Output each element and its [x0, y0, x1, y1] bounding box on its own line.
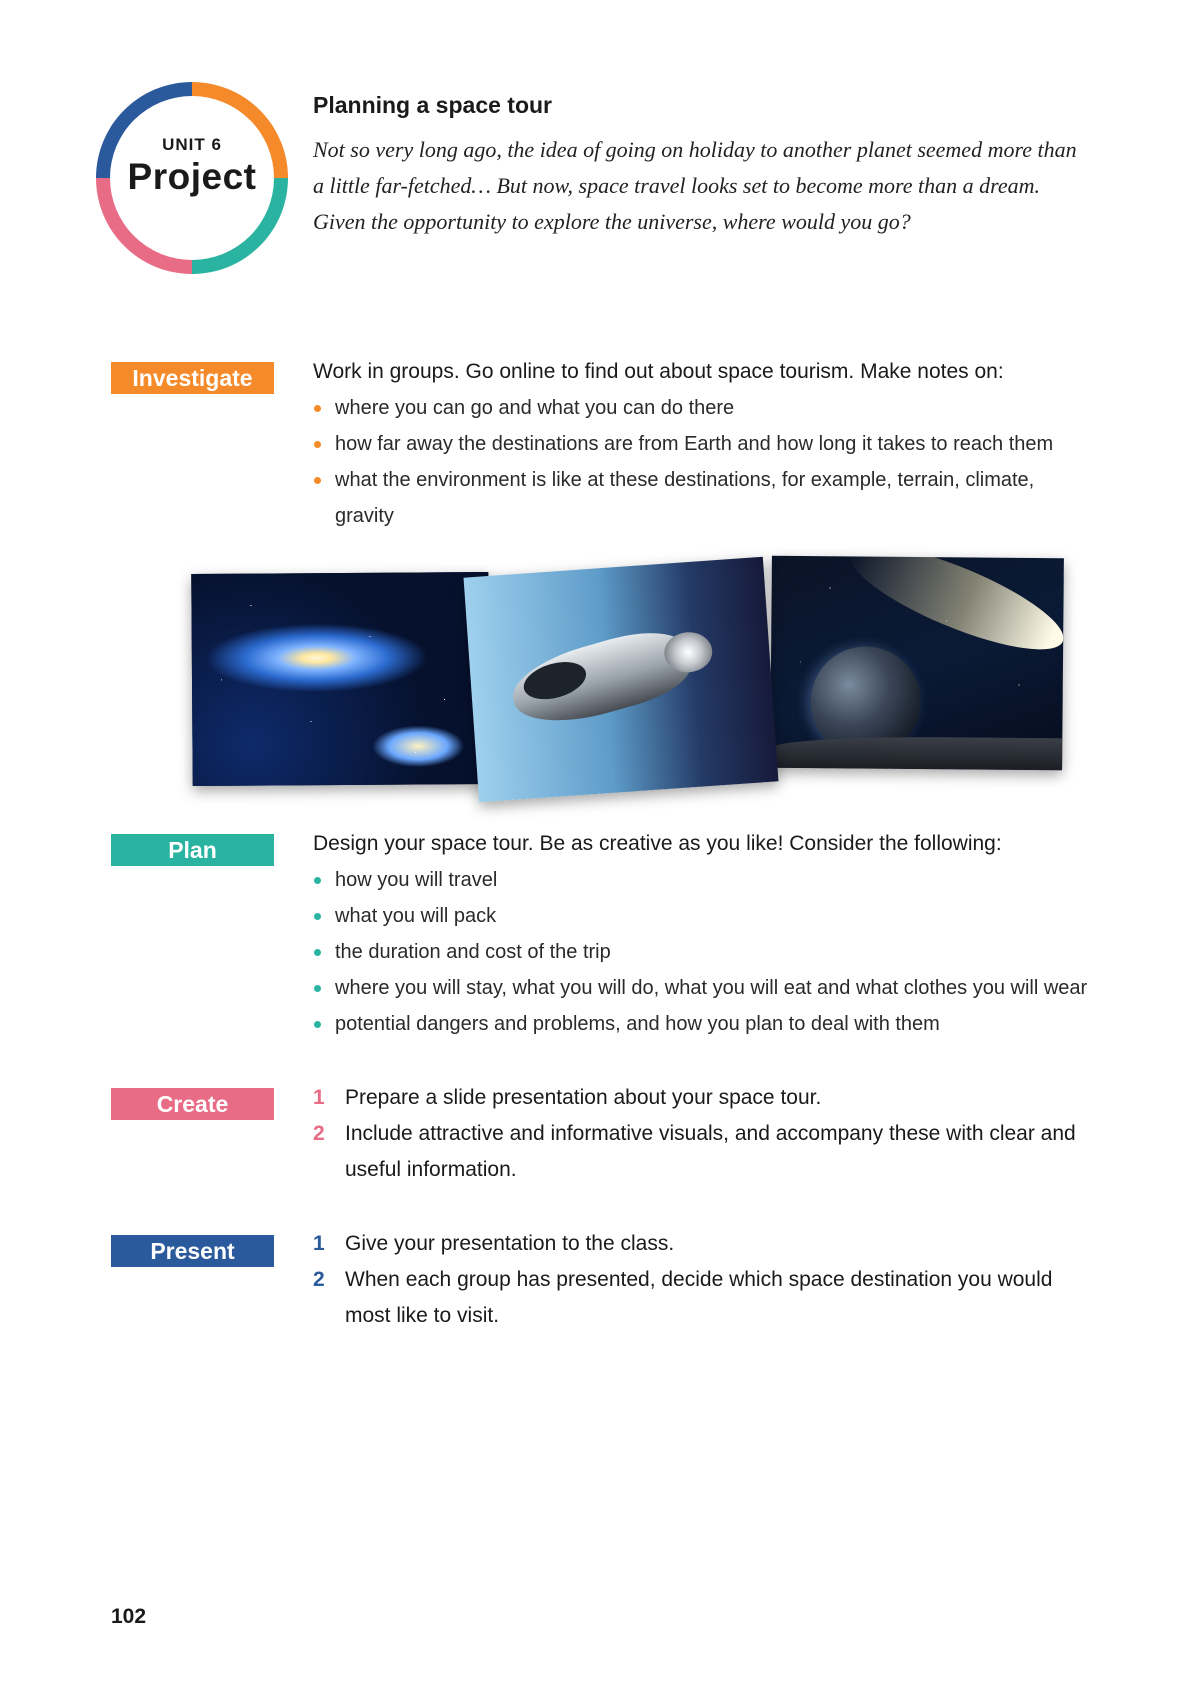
- bullet-icon: [314, 477, 321, 484]
- list-item: [313, 462, 1075, 534]
- step-item: [313, 1116, 1105, 1188]
- list-item-text: potential dangers and problems, and how you plan to deal with them: [335, 1013, 940, 1035]
- bullet-icon: [314, 949, 321, 956]
- step-text: Include attractive and informative visuals, and accompany these with clear and useful information.: [345, 1122, 1076, 1181]
- list-item-text: where you can go and what you can do there: [335, 397, 735, 419]
- bullet-icon: [314, 877, 321, 884]
- list-item: [313, 970, 1113, 1006]
- list-item-text: how you will travel: [335, 869, 498, 891]
- step-item: [313, 1262, 1085, 1334]
- galaxy-photo: [191, 572, 489, 786]
- stars: [191, 572, 489, 786]
- bullet-icon: [314, 985, 321, 992]
- list-item-text: how far away the destinations are from Earth and how long it takes to reach them: [335, 433, 1054, 455]
- bullet-icon: [314, 913, 321, 920]
- list-item-text: the duration and cost of the trip: [335, 941, 611, 963]
- list-item-text: where you will stay, what you will do, what you will eat and what clothes you will wear: [335, 977, 1088, 999]
- badge-title: Project: [127, 156, 257, 197]
- list-item: [313, 426, 1113, 462]
- intro-text: Not so very long ago, the idea of going on holiday to another planet seemed more than a little far-fetched… But now, space travel looks set to become more than a dream. Given the opportunity to explore the universe, where would you go?: [313, 137, 1077, 234]
- page-number: 102: [111, 1605, 147, 1628]
- present-section: [313, 1226, 1113, 1334]
- step-number: 1: [313, 1086, 325, 1109]
- present-steps: [313, 1226, 1113, 1334]
- bullet-icon: [314, 441, 321, 448]
- plan-label: Plan: [111, 834, 274, 866]
- plan-list: [313, 862, 1113, 1042]
- list-item: [313, 1006, 1113, 1042]
- step-number: 2: [313, 1268, 325, 1291]
- spaceship-photo: [464, 557, 779, 802]
- investigate-lead: Work in groups. Go online to find out about space tourism. Make notes on:: [313, 360, 1004, 383]
- list-item: [313, 390, 1113, 426]
- step-number: 1: [313, 1232, 325, 1255]
- step-number: 2: [313, 1122, 325, 1145]
- page-title: Planning a space tour: [313, 92, 552, 118]
- unit-badge: [96, 82, 288, 274]
- comet-planet-photo: [770, 556, 1064, 771]
- step-text: Prepare a slide presentation about your space tour.: [345, 1086, 822, 1109]
- create-section: [313, 1080, 1113, 1188]
- list-item: [313, 898, 1113, 934]
- photo-strip: [185, 555, 1065, 805]
- step-item: [313, 1080, 1113, 1116]
- plan-section: [313, 826, 1113, 1042]
- list-item: [313, 862, 1113, 898]
- investigate-list: [313, 390, 1113, 534]
- list-item-text: what the environment is like at these destinations, for example, terrain, climate, gravity: [335, 469, 1035, 527]
- plan-lead: Design your space tour. Be as creative as you like! Consider the following:: [313, 832, 1002, 855]
- present-label: Present: [111, 1235, 274, 1267]
- step-item: [313, 1226, 1113, 1262]
- step-text: Give your presentation to the class.: [345, 1232, 675, 1255]
- bullet-icon: [314, 405, 321, 412]
- investigate-section: [313, 354, 1113, 534]
- investigate-label: Investigate: [111, 362, 274, 394]
- badge-unit-label: UNIT 6: [162, 135, 222, 154]
- step-text: When each group has presented, decide which space destination you would most like to visit.: [345, 1268, 1053, 1327]
- moon-surface: [770, 736, 1062, 771]
- bullet-icon: [314, 1021, 321, 1028]
- create-label: Create: [111, 1088, 274, 1120]
- list-item: [313, 934, 1113, 970]
- list-item-text: what you will pack: [335, 905, 497, 927]
- create-steps: [313, 1080, 1113, 1188]
